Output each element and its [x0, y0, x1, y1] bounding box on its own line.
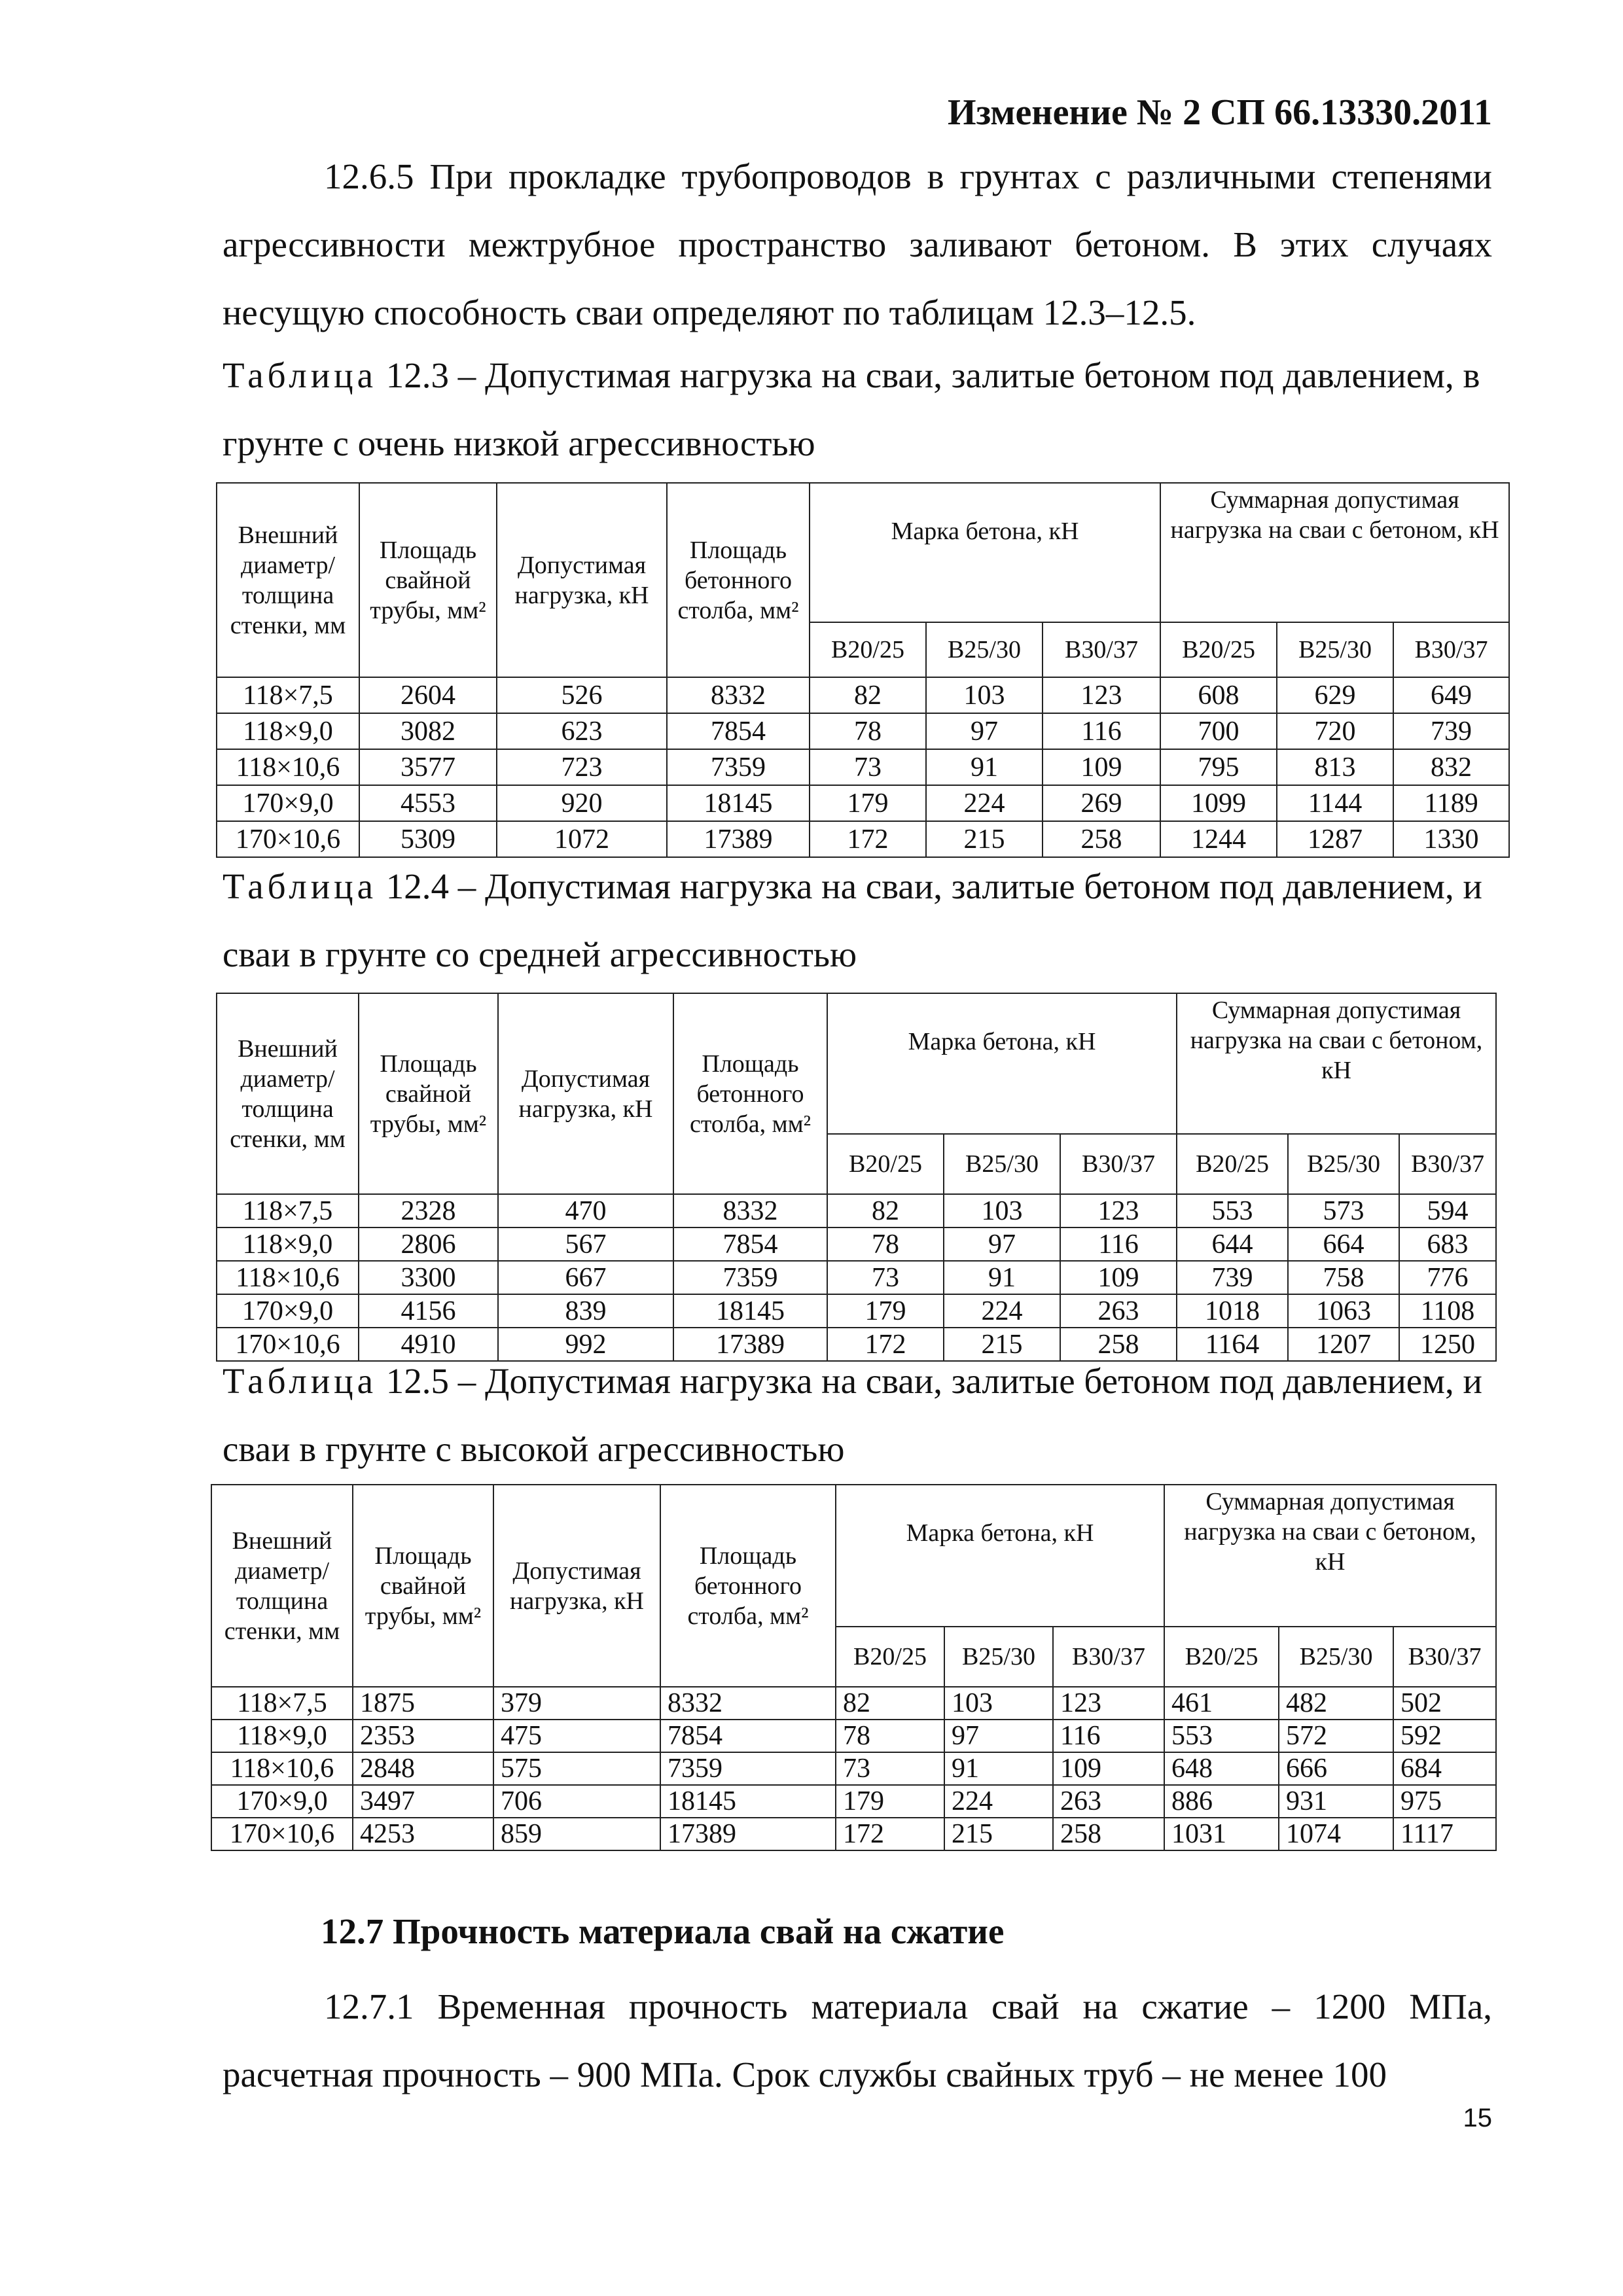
subheader-b20-25: В20/25 — [810, 622, 926, 677]
table-cell: 720 — [1277, 713, 1393, 749]
table-cell: 172 — [827, 1328, 944, 1361]
caption-text: 12.4 – Допустимая нагрузка на сваи, залитые бетоном под давлением, и сваи в грунте со средней агрессивностью — [223, 866, 1482, 974]
subheader-total-b25-30: В25/30 — [1277, 622, 1393, 677]
header-concrete-grade: Марка бетона, кН — [810, 483, 1160, 622]
header-concrete-area: Площадь бетонного столба, мм² — [667, 483, 810, 677]
table-row — [217, 749, 1509, 785]
table-cell: 1074 — [1279, 1818, 1393, 1850]
table-row — [217, 677, 1509, 713]
table-cell: 7359 — [660, 1752, 836, 1785]
table-cell: 118×7,5 — [217, 1194, 359, 1227]
subheader-total-b30-37: В30/37 — [1393, 622, 1509, 677]
table-row — [211, 1752, 1496, 1785]
table-cell: 975 — [1393, 1785, 1496, 1818]
table-row — [217, 821, 1509, 857]
table-cell: 116 — [1043, 713, 1160, 749]
table-cell: 179 — [810, 785, 926, 821]
table-row — [211, 1687, 1496, 1720]
table-cell: 3300 — [359, 1261, 498, 1294]
table-cell: 664 — [1288, 1227, 1399, 1261]
caption-label: Таблица — [223, 866, 377, 906]
table-cell: 1244 — [1160, 821, 1277, 857]
table-cell: 5309 — [359, 821, 497, 857]
header-diameter: Внешний диаметр/ толщина стенки, мм — [217, 993, 359, 1194]
table-row — [217, 1294, 1496, 1328]
table-cell: 8332 — [673, 1194, 827, 1227]
table-cell: 172 — [810, 821, 926, 857]
table-cell: 224 — [926, 785, 1043, 821]
table-cell: 920 — [497, 785, 667, 821]
header-allowable-load: Допустимая нагрузка, кН — [497, 483, 667, 677]
table-cell: 103 — [944, 1194, 1060, 1227]
subheader-b25-30: В25/30 — [944, 1627, 1053, 1687]
table-cell: 4553 — [359, 785, 497, 821]
header-pipe-area: Площадь свайной трубы, мм² — [359, 993, 498, 1194]
table-cell: 18145 — [660, 1785, 836, 1818]
table-cell: 91 — [944, 1261, 1060, 1294]
table-cell: 3577 — [359, 749, 497, 785]
table-cell: 215 — [926, 821, 1043, 857]
table-caption-12-4 — [223, 853, 1492, 989]
table-cell: 258 — [1053, 1818, 1164, 1850]
table-cell: 97 — [944, 1227, 1060, 1261]
table-cell: 608 — [1160, 677, 1277, 713]
table-cell: 118×10,6 — [211, 1752, 353, 1785]
table-row — [217, 1227, 1496, 1261]
table-cell: 1031 — [1164, 1818, 1279, 1850]
caption-label: Таблица — [223, 355, 377, 395]
subheader-b20-25: В20/25 — [836, 1627, 944, 1687]
subheader-total-b30-37: В30/37 — [1399, 1134, 1496, 1194]
section-heading: 12.7 Прочность материала свай на сжатие — [321, 1911, 1005, 1951]
table-cell: 116 — [1053, 1720, 1164, 1752]
header-total-load: Суммарная допустимая нагрузка на сваи с бетоном, кН — [1177, 993, 1496, 1134]
caption-label: Таблица — [223, 1361, 377, 1401]
table-cell: 1144 — [1277, 785, 1393, 821]
table-cell: 813 — [1277, 749, 1393, 785]
table-cell: 1108 — [1399, 1294, 1496, 1328]
table-cell: 118×7,5 — [211, 1687, 353, 1720]
table-cell: 82 — [810, 677, 926, 713]
table-cell: 8332 — [667, 677, 810, 713]
table-cell: 170×10,6 — [211, 1818, 353, 1850]
table-cell: 263 — [1060, 1294, 1177, 1328]
table-cell: 18145 — [673, 1294, 827, 1328]
table-cell: 1063 — [1288, 1294, 1399, 1328]
intro-paragraph: 12.6.5 При прокладке трубопроводов в грунтах с различными степенями агрессивности межтрубное пространство заливают бетоном. В этих случаях несущую способность сваи определяют по таблицам 12.3–12.5. — [223, 156, 1492, 332]
table-cell: 2806 — [359, 1227, 498, 1261]
subheader-total-b20-25: В20/25 — [1160, 622, 1277, 677]
table-cell: 82 — [827, 1194, 944, 1227]
table-cell: 1330 — [1393, 821, 1509, 857]
table-cell: 179 — [836, 1785, 944, 1818]
table-cell: 118×9,0 — [217, 713, 359, 749]
header-concrete-area: Площадь бетонного столба, мм² — [660, 1485, 836, 1687]
table-cell: 18145 — [667, 785, 810, 821]
table-caption-12-3 — [223, 342, 1492, 478]
table-cell: 258 — [1043, 821, 1160, 857]
subheader-b30-37: В30/37 — [1060, 1134, 1177, 1194]
table-cell: 78 — [827, 1227, 944, 1261]
table-cell: 170×9,0 — [217, 1294, 359, 1328]
table-cell: 263 — [1053, 1785, 1164, 1818]
table-cell: 109 — [1053, 1752, 1164, 1785]
table-cell: 7359 — [673, 1261, 827, 1294]
table-cell: 170×9,0 — [211, 1785, 353, 1818]
table-cell: 623 — [497, 713, 667, 749]
table-row — [217, 1194, 1496, 1227]
table-row — [217, 785, 1509, 821]
table-cell: 224 — [944, 1294, 1060, 1328]
table-cell: 526 — [497, 677, 667, 713]
table-cell: 553 — [1177, 1194, 1288, 1227]
table-cell: 776 — [1399, 1261, 1496, 1294]
subheader-b20-25: В20/25 — [827, 1134, 944, 1194]
table-cell: 684 — [1393, 1752, 1496, 1785]
header-total-load: Суммарная допустимая нагрузка на сваи с бетоном, кН — [1160, 483, 1509, 622]
table-cell: 683 — [1399, 1227, 1496, 1261]
table-cell: 73 — [810, 749, 926, 785]
table-cell: 739 — [1177, 1261, 1288, 1294]
header-concrete-grade: Марка бетона, кН — [827, 993, 1177, 1134]
table-cell: 224 — [944, 1785, 1053, 1818]
table-cell: 859 — [493, 1818, 660, 1850]
table-cell: 1164 — [1177, 1328, 1288, 1361]
table-cell: 649 — [1393, 677, 1509, 713]
table-cell: 97 — [944, 1720, 1053, 1752]
table-cell: 1018 — [1177, 1294, 1288, 1328]
table-cell: 572 — [1279, 1720, 1393, 1752]
table-cell: 379 — [493, 1687, 660, 1720]
table-cell: 2328 — [359, 1194, 498, 1227]
table-cell: 4253 — [353, 1818, 493, 1850]
table-cell: 73 — [836, 1752, 944, 1785]
table-cell: 172 — [836, 1818, 944, 1850]
table-cell: 644 — [1177, 1227, 1288, 1261]
table-cell: 82 — [836, 1687, 944, 1720]
header-allowable-load: Допустимая нагрузка, кН — [493, 1485, 660, 1687]
header-pipe-area: Площадь свайной трубы, мм² — [359, 483, 497, 677]
table-cell: 2848 — [353, 1752, 493, 1785]
subheader-total-b30-37: В30/37 — [1393, 1627, 1496, 1687]
table-cell: 118×9,0 — [217, 1227, 359, 1261]
table-cell: 1250 — [1399, 1328, 1496, 1361]
table-cell: 3082 — [359, 713, 497, 749]
subheader-total-b20-25: В20/25 — [1164, 1627, 1279, 1687]
table-cell: 170×10,6 — [217, 821, 359, 857]
table-cell: 666 — [1279, 1752, 1393, 1785]
table-cell: 109 — [1043, 749, 1160, 785]
header-diameter: Внешний диаметр/ толщина стенки, мм — [217, 483, 359, 677]
table-cell: 931 — [1279, 1785, 1393, 1818]
table-cell: 97 — [926, 713, 1043, 749]
table-cell: 795 — [1160, 749, 1277, 785]
table-12-5 — [211, 1484, 1497, 1851]
table-cell: 123 — [1060, 1194, 1177, 1227]
table-cell: 215 — [944, 1818, 1053, 1850]
table-cell: 103 — [944, 1687, 1053, 1720]
table-cell: 567 — [498, 1227, 673, 1261]
table-cell: 470 — [498, 1194, 673, 1227]
subheader-b30-37: В30/37 — [1053, 1627, 1164, 1687]
table-cell: 170×10,6 — [217, 1328, 359, 1361]
subheader-total-b20-25: В20/25 — [1177, 1134, 1288, 1194]
table-cell: 91 — [944, 1752, 1053, 1785]
table-cell: 706 — [493, 1785, 660, 1818]
subheader-b30-37: В30/37 — [1043, 622, 1160, 677]
table-cell: 3497 — [353, 1785, 493, 1818]
table-cell: 629 — [1277, 677, 1393, 713]
table-row — [211, 1785, 1496, 1818]
table-cell: 123 — [1043, 677, 1160, 713]
table-cell: 118×10,6 — [217, 749, 359, 785]
header-concrete-area: Площадь бетонного столба, мм² — [673, 993, 827, 1194]
caption-text: 12.3 – Допустимая нагрузка на сваи, залитые бетоном под давлением, в грунте с очень низкой агрессивностью — [223, 355, 1480, 463]
table-cell: 118×10,6 — [217, 1261, 359, 1294]
table-cell: 594 — [1399, 1194, 1496, 1227]
table-cell: 1072 — [497, 821, 667, 857]
table-cell: 170×9,0 — [217, 785, 359, 821]
table-cell: 700 — [1160, 713, 1277, 749]
table-cell: 553 — [1164, 1720, 1279, 1752]
table-cell: 482 — [1279, 1687, 1393, 1720]
table-cell: 1875 — [353, 1687, 493, 1720]
table-cell: 78 — [810, 713, 926, 749]
table-cell: 723 — [497, 749, 667, 785]
table-row — [217, 1261, 1496, 1294]
header-concrete-grade: Марка бетона, кН — [836, 1485, 1164, 1627]
page-number: 15 — [1463, 2104, 1492, 2132]
subheader-total-b25-30: В25/30 — [1288, 1134, 1399, 1194]
table-cell: 1189 — [1393, 785, 1509, 821]
table-cell: 269 — [1043, 785, 1160, 821]
table-cell: 17389 — [673, 1328, 827, 1361]
table-cell: 7359 — [667, 749, 810, 785]
subheader-total-b25-30: В25/30 — [1279, 1627, 1393, 1687]
table-cell: 2604 — [359, 677, 497, 713]
table-cell: 7854 — [660, 1720, 836, 1752]
table-cell: 103 — [926, 677, 1043, 713]
table-cell: 1099 — [1160, 785, 1277, 821]
caption-text: 12.5 – Допустимая нагрузка на сваи, залитые бетоном под давлением, и сваи в грунте с высокой агрессивностью — [223, 1361, 1482, 1469]
table-cell: 739 — [1393, 713, 1509, 749]
table-cell: 992 — [498, 1328, 673, 1361]
table-cell: 461 — [1164, 1687, 1279, 1720]
document-header: Изменение № 2 СП 66.13330.2011 — [948, 92, 1492, 133]
subheader-b25-30: В25/30 — [926, 622, 1043, 677]
table-cell: 4156 — [359, 1294, 498, 1328]
header-allowable-load: Допустимая нагрузка, кН — [498, 993, 673, 1194]
table-cell: 17389 — [660, 1818, 836, 1850]
table-12-4 — [216, 993, 1497, 1362]
table-cell: 648 — [1164, 1752, 1279, 1785]
table-cell: 116 — [1060, 1227, 1177, 1261]
table-cell: 73 — [827, 1261, 944, 1294]
table-cell: 8332 — [660, 1687, 836, 1720]
table-cell: 78 — [836, 1720, 944, 1752]
table-row — [211, 1720, 1496, 1752]
table-cell: 886 — [1164, 1785, 1279, 1818]
table-cell: 7854 — [673, 1227, 827, 1261]
table-cell: 2353 — [353, 1720, 493, 1752]
table-cell: 91 — [926, 749, 1043, 785]
table-cell: 1207 — [1288, 1328, 1399, 1361]
table-cell: 475 — [493, 1720, 660, 1752]
table-cell: 1117 — [1393, 1818, 1496, 1850]
section-paragraph: 12.7.1 Временная прочность материала свай на сжатие – 1200 МПа, расчетная прочность – 900 МПа. Срок службы свайных труб – не менее 100 — [223, 1987, 1492, 2094]
table-cell: 258 — [1060, 1328, 1177, 1361]
subheader-b25-30: В25/30 — [944, 1134, 1060, 1194]
table-cell: 7854 — [667, 713, 810, 749]
table-cell: 215 — [944, 1328, 1060, 1361]
table-cell: 667 — [498, 1261, 673, 1294]
table-cell: 123 — [1053, 1687, 1164, 1720]
header-total-load: Суммарная допустимая нагрузка на сваи с бетоном, кН — [1164, 1485, 1496, 1627]
table-12-3 — [216, 482, 1510, 858]
table-cell: 4910 — [359, 1328, 498, 1361]
table-cell: 832 — [1393, 749, 1509, 785]
table-cell: 179 — [827, 1294, 944, 1328]
table-cell: 17389 — [667, 821, 810, 857]
table-cell: 1287 — [1277, 821, 1393, 857]
table-cell: 575 — [493, 1752, 660, 1785]
table-cell: 573 — [1288, 1194, 1399, 1227]
header-pipe-area: Площадь свайной трубы, мм² — [353, 1485, 493, 1687]
table-cell: 118×9,0 — [211, 1720, 353, 1752]
table-cell: 502 — [1393, 1687, 1496, 1720]
table-cell: 758 — [1288, 1261, 1399, 1294]
table-row — [211, 1818, 1496, 1850]
table-cell: 118×7,5 — [217, 677, 359, 713]
header-diameter: Внешний диаметр/ толщина стенки, мм — [211, 1485, 353, 1687]
table-row — [217, 713, 1509, 749]
table-cell: 109 — [1060, 1261, 1177, 1294]
table-caption-12-5 — [223, 1347, 1492, 1483]
table-cell: 839 — [498, 1294, 673, 1328]
table-cell: 592 — [1393, 1720, 1496, 1752]
